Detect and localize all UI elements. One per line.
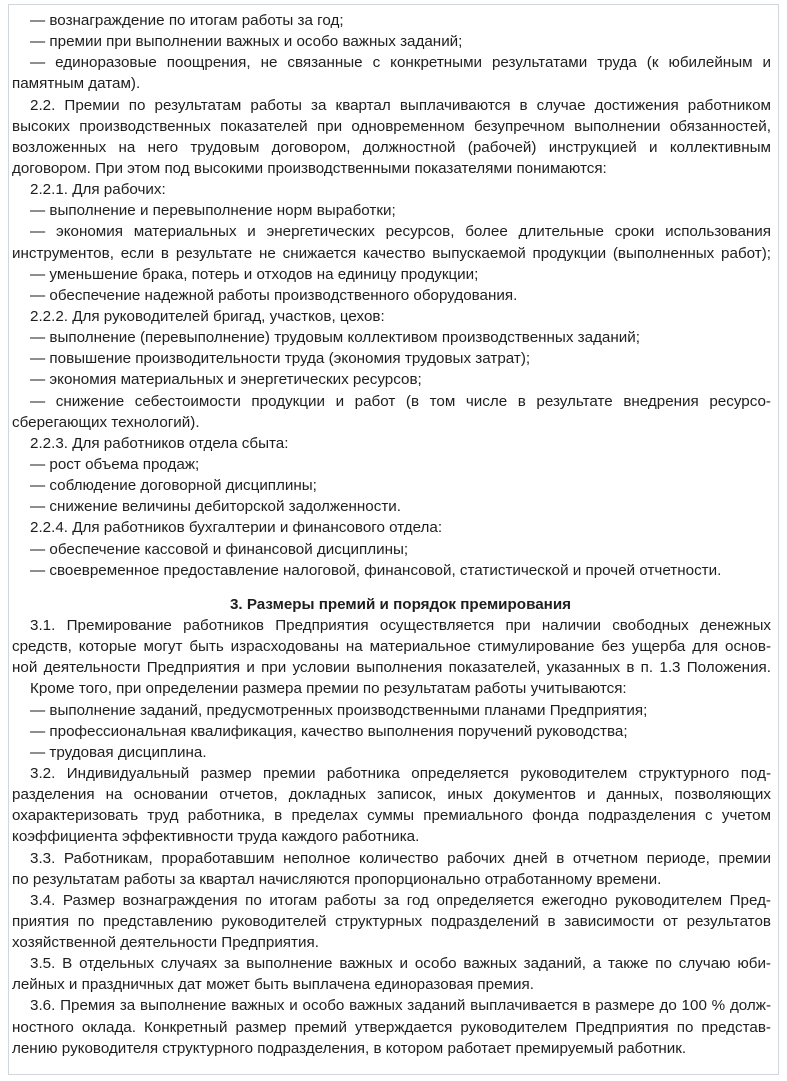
list-item: — трудовая дисциплина. xyxy=(30,743,207,761)
list-item: — профессиональная квалификация, качество выполнения поручений руководства; xyxy=(30,722,628,740)
section-title: 3. Размеры премий и порядок премирования xyxy=(229,595,572,613)
paragraph-line: 3.3. Работникам, проработавшим неполное количество рабочих дней в отчетном периоде, премии xyxy=(30,849,771,867)
subsection-heading: 2.2.3. Для работников отдела сбыта: xyxy=(30,434,289,452)
list-item: — выполнение (перевыполнение) трудовым коллективом производственных заданий; xyxy=(30,329,640,347)
paragraph-line: приятия по представлению руководителей структурных подразделений в зависимости от результатов xyxy=(12,912,771,930)
list-item: — повышение производительности труда (экономия трудовых затрат); xyxy=(30,350,531,368)
subsection-heading: 2.2.1. Для рабочих: xyxy=(30,181,166,199)
paragraph-line: сберегающих технологий). xyxy=(12,413,200,431)
list-item: — экономия материальных и энергетических ресурсов; xyxy=(30,371,422,389)
list-item: — соблюдение договорной дисциплины; xyxy=(30,477,317,495)
paragraph-line: памятным датам). xyxy=(12,75,141,93)
paragraph-line: лейных и праздничных дат может быть выплачена единоразовая премия. xyxy=(12,976,534,994)
list-item: — выполнение заданий, предусмотренных производственными планами Предприятия; xyxy=(30,701,648,719)
paragraph-line: 3.5. В отдельных случаях за выполнение важных и особо важных заданий, а также по случаю юби- xyxy=(30,955,771,973)
paragraph-line: 3.1. Премирование работников Предприятия осуществляется при наличии свободных денежных xyxy=(30,616,771,634)
paragraph-line: по результатам работы за квартал начисляются пропорционально отработанному времени. xyxy=(12,870,662,888)
list-item: — рост объема продаж; xyxy=(30,455,200,473)
list-item: — экономия материальных и энергетических ресурсов, более длительные сроки использования xyxy=(30,223,771,241)
list-item: — выполнение и перевыполнение норм выработки; xyxy=(30,202,396,220)
paragraph-line: охарактеризовать труд работника, в пределах суммы премиального фонда подразделения с учетом xyxy=(12,807,771,825)
paragraph-line: Кроме того, при определении размера премии по результатам работы учитываются: xyxy=(30,680,627,698)
list-item: — уменьшение брака, потерь и отходов на единицу продукции; xyxy=(30,265,479,283)
list-item: — своевременное предоставление налоговой, финансовой, статистической и прочей отчетности. xyxy=(30,561,722,579)
list-item: — обеспечение надежной работы производственного оборудования. xyxy=(30,286,518,304)
paragraph-line: разделения на основании отчетов, докладных записок, иных документов и данных, позволяющих xyxy=(12,786,771,804)
paragraph-line: 2.2. Премии по результатам работы за квартал выплачиваются в случае достижения работником xyxy=(30,96,771,114)
paragraph-line: 3.4. Размер вознаграждения по итогам работы за год определяется ежегодно руководителем Пред- xyxy=(30,891,771,909)
paragraph-line: инструментов, если в результате не снижается качество выпускаемой продукции (выполненных работ); xyxy=(12,244,771,262)
paragraph-line: 3.2. Индивидуальный размер премии работника определяется руководителем структурного под- xyxy=(30,764,771,782)
paragraph-line: 3.6. Премия за выполнение важных и особо важных заданий выплачивается в размере до 100 % долж- xyxy=(30,997,771,1015)
paragraph-line: коэффициента эффективности труда каждого работника. xyxy=(12,828,420,846)
subsection-heading: 2.2.2. Для руководителей бригад, участков, цехов: xyxy=(30,307,385,325)
list-item: — единоразовые поощрения, не связанные с конкретными результатами труда (к юбилейным и xyxy=(30,54,771,72)
paragraph-line: возложенных на него трудовым договором, должностной (рабочей) инструкцией и коллективным xyxy=(12,138,771,156)
list-item: — вознаграждение по итогам работы за год; xyxy=(30,12,344,29)
paragraph-line: хозяйственной деятельности Предприятия. xyxy=(12,934,319,952)
paragraph-line: договором. При этом под высокими производственными показателями понимаются: xyxy=(12,159,607,177)
list-item: — премии при выполнении важных и особо важных заданий; xyxy=(30,33,463,51)
paragraph-line: высоких производственных показателей при одновременном безупречном выполнении обязанностей, xyxy=(12,117,771,135)
paragraph-line: ной деятельности Предприятия и при условии выполнения показателей, указанных в п. 1.3 Положения. xyxy=(12,659,771,677)
paragraph-line: средств, которые могут быть израсходованы на материальное стимулирование без ущерба для основ- xyxy=(12,638,771,656)
paragraph-line: лению руководителя структурного подразделения, в котором работает премируемый работник. xyxy=(12,1039,687,1057)
list-item: — снижение себестоимости продукции и работ (в том числе в результате внедрения ресурсо- xyxy=(30,392,771,410)
list-item: — обеспечение кассовой и финансовой дисциплины; xyxy=(30,540,409,558)
paragraph-line: ностного оклада. Конкретный размер премий утверждается руководителем Предприятия по представ- xyxy=(12,1018,771,1036)
subsection-heading: 2.2.4. Для работников бухгалтерии и финансового отдела: xyxy=(30,519,443,537)
list-item: — снижение величины дебиторской задолженности. xyxy=(30,498,402,516)
